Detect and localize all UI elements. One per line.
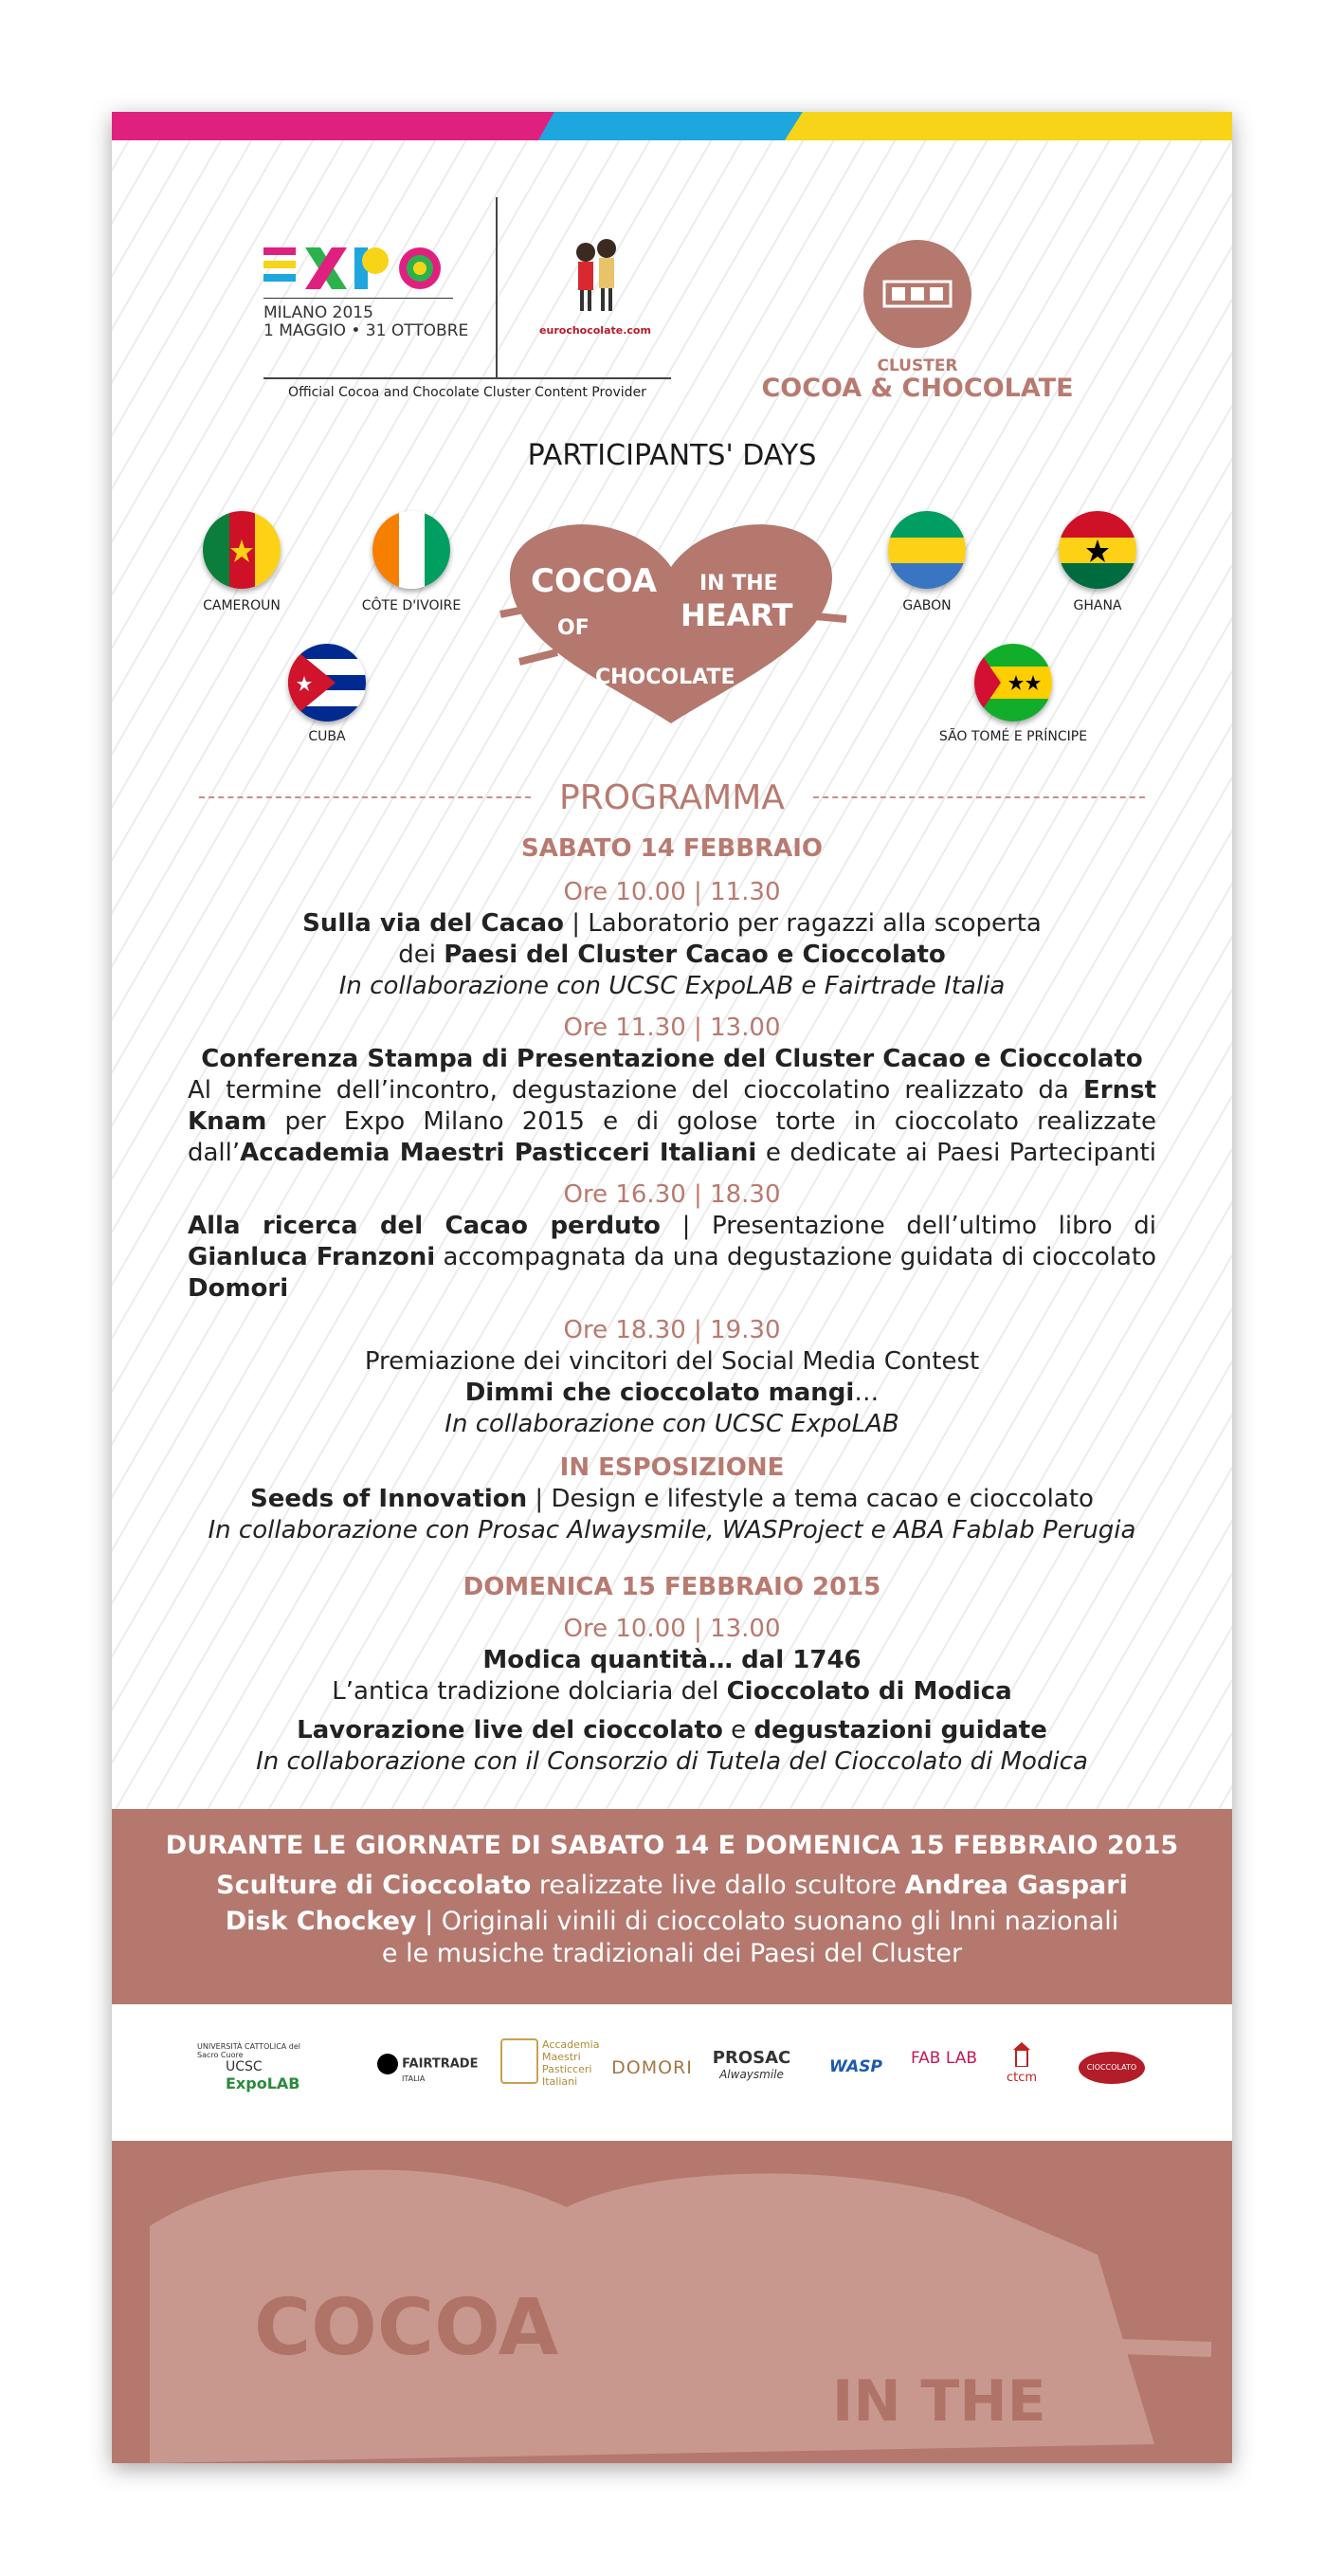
event-description: L’antica tradizione dolciaria del Cioccolato di Modica [332,1677,1012,1706]
country-label: CUBA [308,729,346,744]
event-time: Ore 16.30 | 18.30 [563,1180,781,1209]
event-description: Lavorazione live del cioccolato e degustazioni guidate [297,1716,1047,1745]
heart-word-in-the: IN THE [699,572,778,595]
event-title: Conferenza Stampa di Presentazione del Cluster Cacao e Cioccolato [201,1045,1143,1073]
event-time: Ore 10.00 | 11.30 [563,878,781,906]
event-time: Ore 11.30 | 13.00 [563,1014,781,1042]
country-label: GABON [902,598,952,613]
programma-left-rule [199,796,531,798]
event-collaboration: In collaborazione con Prosac Alwaysmile, WASProject e ABA Fablab Perugia [208,1516,1136,1544]
cluster-name: COCOA & CHOCOLATE [761,374,1074,403]
provider-rule [263,377,671,379]
event-description: Premiazione dei vincitori del Social Media Contest [364,1347,980,1376]
heart-word-chocolate: CHOCOLATE [595,666,735,689]
watermark-word-cocoa: COCOA [254,2283,559,2373]
band-line: Sculture di Cioccolato realizzate live dallo scultore Andrea Gaspari [216,1871,1128,1900]
header-separator [496,197,498,377]
domori-logo: DOMORI [611,2057,693,2078]
ctcm-logo: ctcm [993,2042,1050,2085]
cocoa-heart-logo [491,510,851,728]
expo-divider [263,298,453,299]
fairtrade-logo: FAIRTRADE ITALIA [377,2054,481,2083]
event-description: Al termine dell’incontro, degustazione del cioccolatino realizzato da Ernst Knam per Expo Milano 2015 e di golose torte in cioccolato realizzate dall’Accademia Maestri Pasticceri Italiani e dedicate ai Paesi Partecipanti [188,1076,1156,1167]
country-label: SÃO TOMÉ E PRÍNCIPE [938,729,1088,744]
flag-gabon-icon [888,511,966,589]
fairtrade-mark-icon [377,2054,398,2074]
bottom-decoration [112,2141,1232,2463]
sunday-title: DOMENICA 15 FEBBRAIO 2015 [463,1573,881,1601]
flag-cameroun-icon [203,511,281,589]
ampi-crest-icon [500,2038,538,2084]
ampi-logo: Accademia Maestri Pasticceri Italiani [500,2038,605,2088]
flag-cote-divoire-icon [372,511,450,589]
band-line: e le musiche tradizionali dei Paesi del Cluster [381,1939,963,1968]
exhibition-title: IN ESPOSIZIONE [559,1453,785,1482]
event-description: Alla ricerca del Cacao perduto | Presentazione dell’ultimo libro di Gianluca Franzoni accompagnata da una degustazione guidata di cioccolato Domori [188,1212,1157,1303]
event-collaboration: In collaborazione con il Consorzio di Tutela del Cioccolato di Modica [256,1747,1088,1776]
flag-ghana-icon [1059,511,1136,589]
saturday-title: SABATO 14 FEBBRAIO [521,834,823,863]
programma-right-rule [813,796,1145,798]
event-poster [112,112,1232,2463]
eurochocolate-logo [524,235,666,337]
heart-shape-icon [491,510,851,728]
event-time: Ore 10.00 | 13.00 [563,1615,781,1643]
expo-city: MILANO 2015 [263,303,373,322]
expo-period: 1 MAGGIO • 31 OTTOBRE [263,321,469,340]
modica-logo: CIOCCOLATO MODICA [1079,2052,1145,2084]
expo-logo-mark [263,240,444,297]
participants-title: PARTICIPANTS' DAYS [527,439,817,472]
country-label: GHANA [1073,598,1122,613]
church-icon [1007,2042,1036,2067]
ucsc-expolab-logo: UNIVERSITÀ CATTOLICA del Sacro Cuore UCSC ExpoLAB [197,2042,301,2092]
cluster-circle-logo [863,240,971,348]
cluster-label: CLUSTER [877,356,958,375]
sponsor-logos [112,2004,1232,2141]
prosac-logo: PROSAC Alwaysmile [712,2048,791,2081]
children-illustration-icon [557,235,633,320]
color-top-bar [112,112,1232,140]
event-time: Ore 18.30 | 19.30 [563,1316,781,1344]
heart-word-of: OF [557,616,590,640]
event-title: Dimmi che cioccolato mangi… [464,1379,880,1407]
country-label: CAMEROUN [203,598,281,613]
wasp-logo: WASP [828,2057,882,2076]
chocolate-bar-icon [863,240,971,348]
watermark-word-in-the: IN THE [832,2368,1046,2435]
expo-dates [263,304,468,340]
weekend-highlights-band [112,1809,1232,2004]
saturday-program [188,832,1156,1778]
event-collaboration: In collaborazione con UCSC ExpoLAB [445,1410,899,1438]
programma-title: PROGRAMMA [559,778,785,817]
eurochocolate-url: eurochocolate.com [539,324,651,337]
expo-logo [263,240,468,340]
event-description: Sulla via del Cacao | Laboratorio per ragazzi alla scoperta [302,909,1042,938]
band-line: Disk Chockey | Originali vinili di cioccolato suonano gli Inni nazionali [225,1907,1119,1936]
event-collaboration: In collaborazione con UCSC ExpoLAB e Fairtrade Italia [338,972,1006,1000]
heart-word-cocoa: COCOA [531,562,658,600]
band-headline: DURANTE LE GIORNATE DI SABATO 14 E DOMENICA 15 FEBBRAIO 2015 [165,1831,1179,1860]
event-title: Modica quantità… dal 1746 [482,1646,862,1674]
heart-word-heart: HEART [681,597,793,633]
provider-caption: Official Cocoa and Chocolate Cluster Content Provider [288,385,646,400]
flag-sao-tome-icon [974,644,1052,722]
flag-cuba-icon [288,644,366,722]
fablab-logo: FAB LAB [910,2049,978,2068]
event-description: Seeds of Innovation | Design e lifestyle a tema cacao e cioccolato [250,1485,1094,1513]
event-description: dei Paesi del Cluster Cacao e Cioccolato [398,941,946,969]
country-label: CÔTE D'IVOIRE [361,598,462,613]
